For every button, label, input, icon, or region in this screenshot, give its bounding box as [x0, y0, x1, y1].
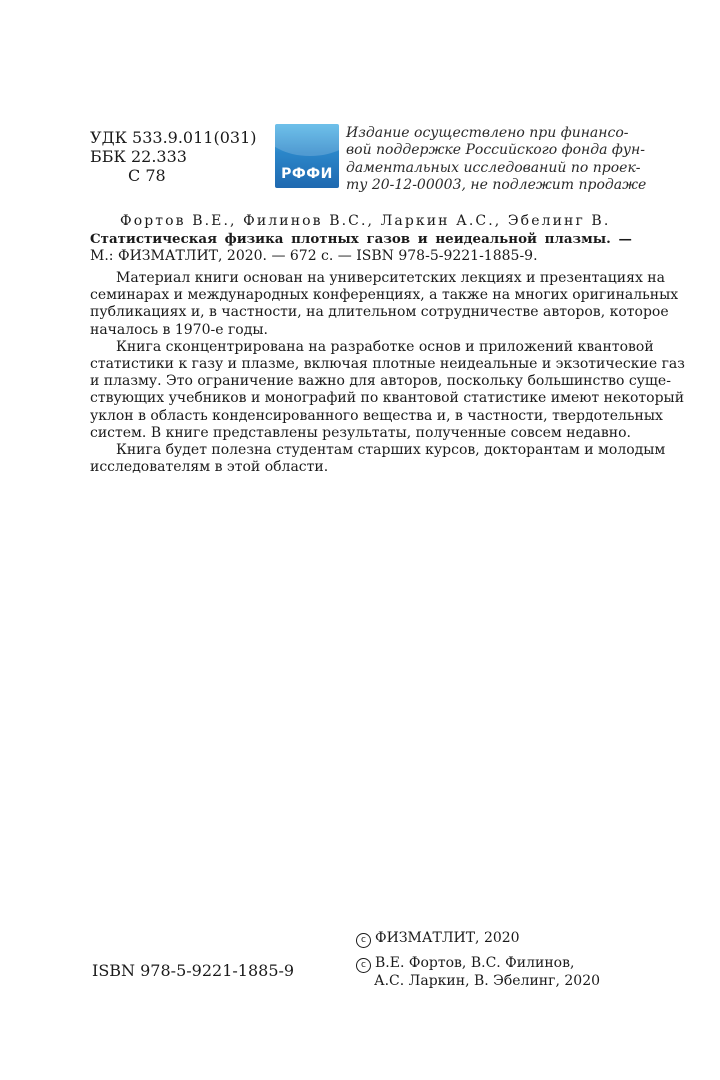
udk-code: УДК 533.9.011(031)	[90, 128, 257, 147]
copyright-block	[356, 930, 600, 990]
copyright-authors	[356, 955, 600, 973]
abstract-line: Книга будет полезна студентам старших курсов, докторантам и молодым	[116, 442, 666, 459]
abstract-line: Книга сконцентрирована на разработке основ и приложений квантовой	[116, 338, 654, 355]
classification-codes	[90, 128, 257, 185]
author-mark: С 78	[128, 166, 166, 185]
logo-swoosh	[275, 124, 339, 156]
copyright-publisher	[356, 930, 600, 948]
book-title: Статистическая физика плотных газов и неидеальной плазмы. —	[90, 230, 632, 247]
copyright-authors-text: В.Е. Фортов, В.С. Филинов,	[375, 955, 575, 971]
abstract-line: исследователям в этой области.	[90, 459, 329, 476]
bibliographic-record	[90, 213, 630, 266]
copyright-authors-continued: А.С. Ларкин, В. Эбелинг, 2020	[374, 973, 601, 989]
abstract-line: систем. В книге представлены результаты, полученные совсем недавно.	[90, 424, 631, 441]
abstract-line: Материал книги основан на университетских лекциях и презентациях на	[116, 270, 665, 286]
abstract-line: семинарах и международных конференциях, а также на многих оригинальных	[90, 287, 679, 304]
funding-line: вой поддержке Российского фонда фун-	[346, 142, 645, 159]
rffi-logo	[275, 124, 339, 188]
imprint-line: М.: ФИЗМАТЛИТ, 2020. — 672 с. — ISBN 978-5-9221-1885-9.	[90, 248, 538, 264]
isbn-number: ISBN 978-5-9221-1885-9	[92, 961, 295, 980]
copyright-icon: c	[356, 933, 371, 948]
funding-line: Издание осуществлено при финансо-	[346, 125, 629, 141]
abstract-line: ствующих учебников и монографий по квантовой статистике имеют некоторый	[90, 390, 685, 407]
bbk-code: ББК 22.333	[90, 147, 187, 166]
logo-text: РФФИ	[281, 166, 333, 182]
funding-line: ту 20-12-00003, не подлежит продаже	[346, 176, 647, 193]
funding-note	[346, 125, 647, 194]
abstract-line: статистики к газу и плазме, включая плотные неидеальные и экзотические газ	[90, 356, 685, 373]
funding-line: даментальных исследований по проек-	[346, 159, 641, 176]
abstract-line: уклон в область конденсированного вещества и, в частности, твердотельных	[90, 407, 663, 424]
abstract-line: публикациях и, в частности, на длительном сотрудничестве авторов, которое	[90, 304, 669, 321]
abstract-line: и плазму. Это ограничение важно для авторов, поскольку большинство суще-	[90, 373, 671, 390]
abstract	[90, 270, 685, 476]
copyright-icon: c	[356, 958, 371, 973]
copyright-publisher-text: ФИЗМАТЛИТ, 2020	[375, 930, 520, 946]
abstract-line: началось в 1970-е годы.	[90, 321, 268, 338]
authors-line: Фортов В.Е., Филинов В.С., Ларкин А.С., Эбелинг В.	[120, 213, 611, 229]
